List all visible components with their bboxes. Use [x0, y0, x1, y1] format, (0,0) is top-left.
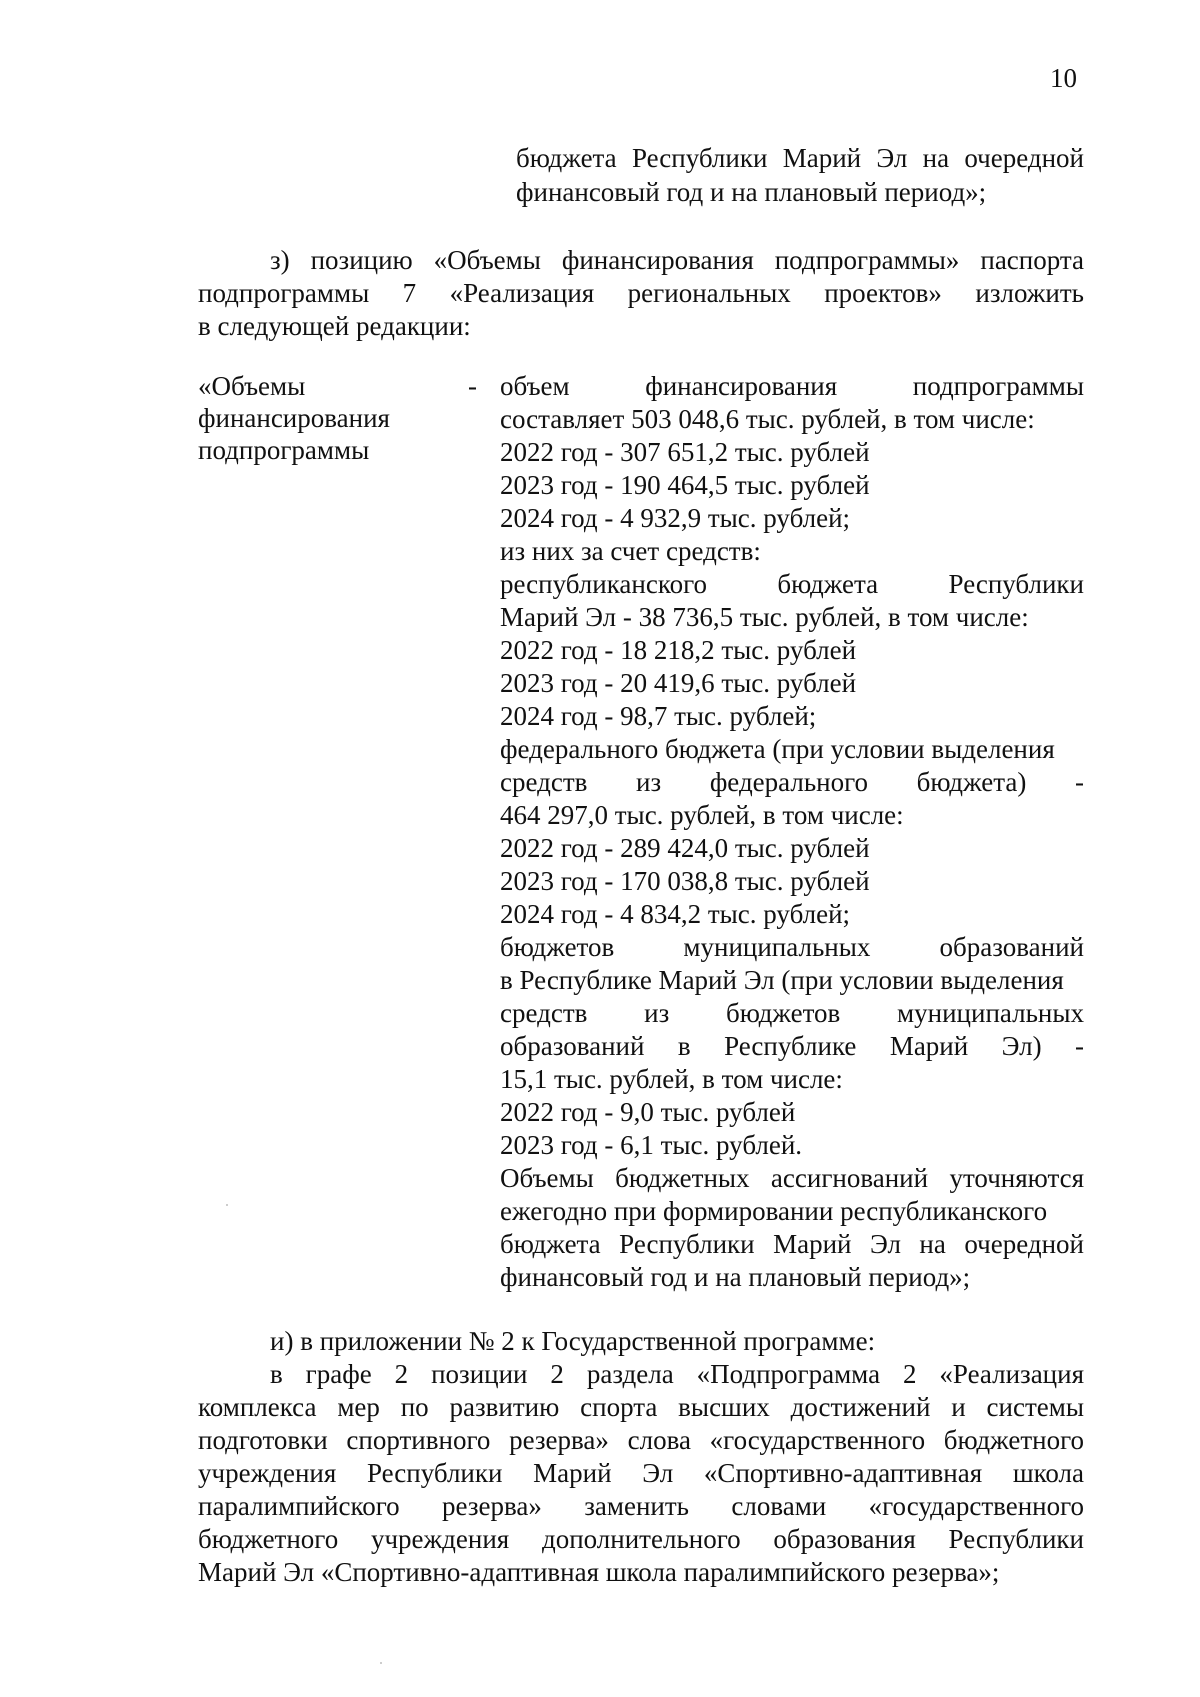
passport-dash: - — [468, 371, 477, 401]
passport-line-16: 2023 год - 170 038,8 тыс. рублей — [500, 866, 870, 896]
passport-line-11: 2024 год - 98,7 тыс. рублей; — [500, 701, 817, 731]
passport-line-7: республиканского бюджета Республики — [500, 569, 1084, 599]
passport-line-10: 2023 год - 20 419,6 тыс. рублей — [500, 668, 857, 698]
item-i-line-6: паралимпийского резерва» заменить словами «государственного — [198, 1491, 1084, 1521]
scan-speck — [226, 1204, 228, 1206]
item-i-line-3: комплекса мер по развитию спорта высших достижений и системы — [198, 1392, 1084, 1422]
passport-line-12: федерального бюджета (при условии выделения — [500, 734, 1055, 764]
passport-line-8: Марий Эл - 38 736,5 тыс. рублей, в том числе: — [500, 602, 1029, 632]
passport-line-27: бюджета Республики Марий Эл на очередной — [500, 1229, 1084, 1259]
item-i-line-4: подготовки спортивного резерва» слова «государственного бюджетного — [198, 1425, 1084, 1455]
passport-label — [198, 370, 390, 466]
passport-label-line-2: финансирования — [198, 403, 390, 433]
passport-line-22: 15,1 тыс. рублей, в том числе: — [500, 1064, 843, 1094]
passport-line-23: 2022 год - 9,0 тыс. рублей — [500, 1097, 796, 1127]
page-number: 10 — [1050, 63, 1077, 93]
passport-line-14: 464 297,0 тыс. рублей, в том числе: — [500, 800, 904, 830]
item-i-line-2: в графе 2 позиции 2 раздела «Подпрограмма 2 «Реализация — [270, 1359, 1084, 1389]
passport-line-19: в Республике Марий Эл (при условии выделения — [500, 965, 1064, 995]
passport-line-9: 2022 год - 18 218,2 тыс. рублей — [500, 635, 857, 665]
item-z-line-2: подпрограммы 7 «Реализация региональных проектов» изложить — [198, 278, 1084, 308]
top-block-line-2: финансовый год и на плановый период»; — [516, 177, 987, 207]
scan-speck — [380, 1662, 382, 1664]
passport-line-18: бюджетов муниципальных образований — [500, 932, 1084, 962]
passport-line-24: 2023 год - 6,1 тыс. рублей. — [500, 1130, 803, 1160]
item-i-line-8: Марий Эл «Спортивно-адаптивная школа паралимпийского резерва»; — [198, 1557, 1000, 1587]
passport-line-6: из них за счет средств: — [500, 536, 761, 566]
passport-line-2: составляет 503 048,6 тыс. рублей, в том числе: — [500, 404, 1035, 434]
passport-label-line-3: подпрограммы — [198, 435, 370, 465]
top-block-line-1: бюджета Республики Марий Эл на очередной — [516, 143, 1084, 173]
item-i-line-7: бюджетного учреждения дополнительного образования Республики — [198, 1524, 1084, 1554]
passport-line-20: средств из бюджетов муниципальных — [500, 998, 1084, 1028]
passport-line-21: образований в Республике Марий Эл) - — [500, 1031, 1084, 1061]
item-i-line-1: и) в приложении № 2 к Государственной программе: — [270, 1326, 876, 1356]
passport-line-26: ежегодно при формировании республиканского — [500, 1196, 1048, 1226]
passport-line-4: 2023 год - 190 464,5 тыс. рублей — [500, 470, 870, 500]
passport-line-28: финансовый год и на плановый период»; — [500, 1262, 971, 1292]
passport-line-3: 2022 год - 307 651,2 тыс. рублей — [500, 437, 870, 467]
passport-line-1: объем финансирования подпрограммы — [500, 371, 1084, 401]
passport-label-line-1: «Объемы — [198, 371, 306, 401]
passport-line-15: 2022 год - 289 424,0 тыс. рублей — [500, 833, 870, 863]
passport-line-5: 2024 год - 4 932,9 тыс. рублей; — [500, 503, 851, 533]
passport-line-17: 2024 год - 4 834,2 тыс. рублей; — [500, 899, 851, 929]
item-z-line-1: з) позицию «Объемы финансирования подпрограммы» паспорта — [270, 245, 1084, 275]
passport-line-13: средств из федерального бюджета) - — [500, 767, 1084, 797]
item-z-line-3: в следующей редакции: — [198, 311, 471, 341]
passport-line-25: Объемы бюджетных ассигнований уточняются — [500, 1163, 1084, 1193]
item-i-line-5: учреждения Республики Марий Эл «Спортивно-адаптивная школа — [198, 1458, 1084, 1488]
